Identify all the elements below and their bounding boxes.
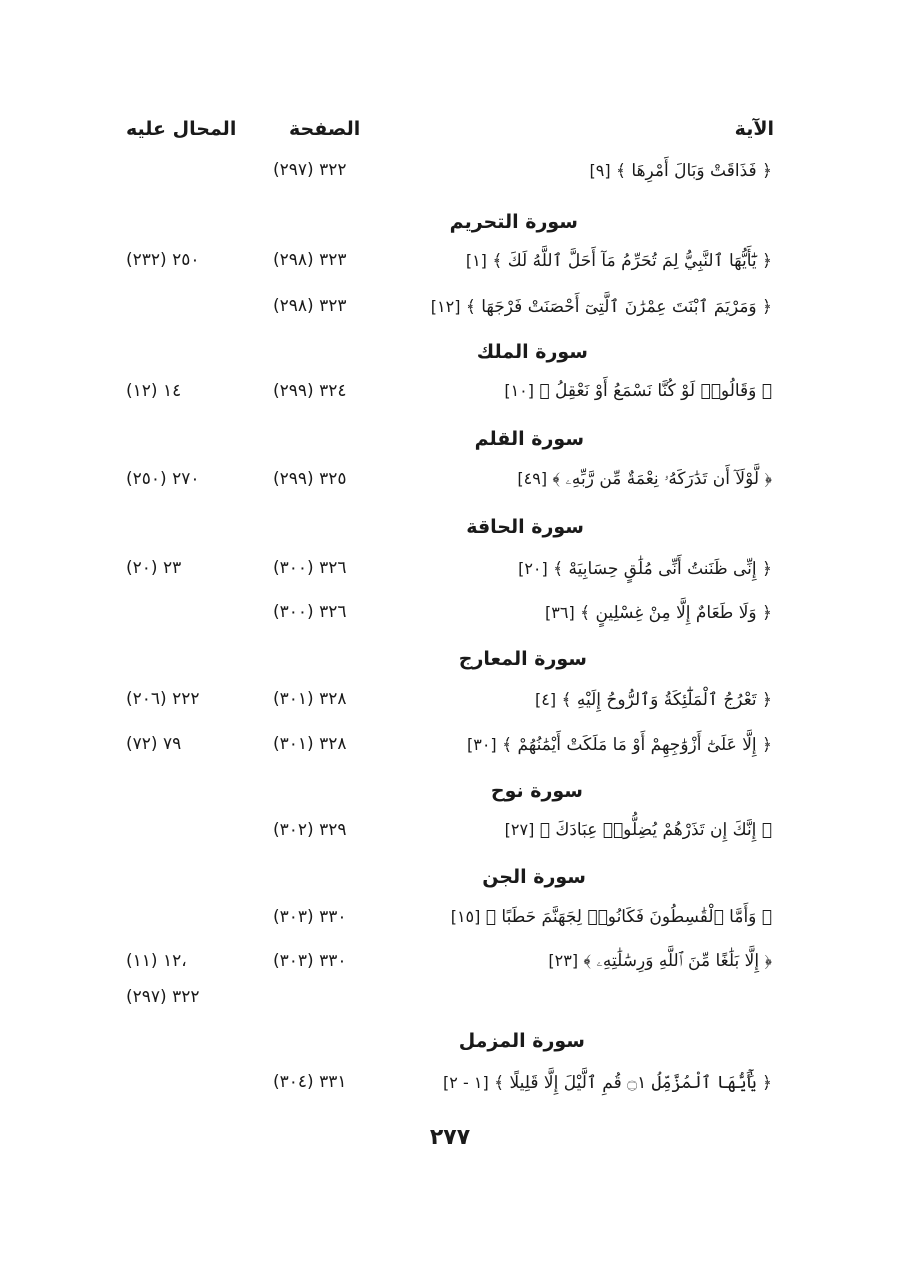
page-cell: ٣٢٦ (٣٠٠) <box>273 602 347 622</box>
verse-cell <box>466 250 772 271</box>
surah-title: سورة نوح <box>490 780 583 802</box>
surah-title: سورة المزمل <box>458 1030 585 1052</box>
verse-text: ﴿ يَٰٓأَيُّهَا ٱلنَّبِيُّ لِمَ تُحَرِّمُ مَآ أَحَلَّ ٱللَّهُ لَكَ ﴾ <box>492 251 772 271</box>
page-cell: ٣٢٥ (٢٩٩) <box>273 469 347 489</box>
surah-heading-row <box>0 1030 900 1070</box>
verse-number: [٤] <box>534 690 557 709</box>
table-row <box>0 907 900 947</box>
verse-cell <box>505 820 772 840</box>
verse-cell <box>443 1072 772 1093</box>
surah-title: سورة المعارج <box>458 648 587 670</box>
verse-text: ﴿ وَقَالُوا۟ لَوْ كُنَّا نَسْمَعُ أَوْ نَعْقِلُ ﴾ <box>539 381 772 401</box>
table-row <box>0 951 900 1007</box>
page-cell: ٣٢٤ (٢٩٩) <box>273 381 347 401</box>
surah-heading-row <box>0 211 900 251</box>
column-header-verse: الآية <box>734 118 774 140</box>
verse-cell <box>518 558 772 579</box>
verse-number: [١٠] <box>504 381 534 400</box>
verse-number: [٤٩] <box>517 469 548 488</box>
verse-number: [١٥] <box>450 907 481 926</box>
referenced-cell: ٧٩ (٧٢) <box>126 734 182 754</box>
referenced-cell: ٢٧٠ (٢٥٠) <box>126 469 200 489</box>
referenced-cell: ١٤ (١٢) <box>126 381 182 401</box>
verse-cell <box>431 296 772 317</box>
table-row <box>0 558 900 598</box>
verse-text: ﴿ إِلَّا بَلَٰغًا مِّنَ ٱللَّهِ وَرِسَٰلَٰتِهِۦ ﴾ <box>583 951 772 971</box>
table-row <box>0 820 900 860</box>
referenced-cell: ٢٢٢ (٢٠٦) <box>126 689 200 709</box>
verse-cell <box>451 907 772 927</box>
column-header-page: الصفحة <box>289 118 361 140</box>
table-row <box>0 689 900 729</box>
referenced-cell-continued: ٣٢٢ (٢٩٧) <box>126 987 200 1007</box>
surah-heading-row <box>0 866 900 906</box>
verse-cell <box>535 689 772 710</box>
page-cell: ٣٣٠ (٣٠٣) <box>273 951 347 971</box>
column-header-referenced: المحال عليه <box>126 118 237 140</box>
page-cell: ٣٢٩ (٣٠٢) <box>273 820 347 840</box>
verse-text: ﴿ وَمَرْيَمَ ٱبْنَتَ عِمْرَٰنَ ٱلَّتِىٓ أَحْصَنَتْ فَرْجَهَا ﴾ <box>465 297 772 317</box>
verse-cell <box>504 381 772 401</box>
table-row <box>0 250 900 290</box>
page-cell: ٣٣١ (٣٠٤) <box>273 1072 347 1092</box>
surah-heading-row <box>0 648 900 688</box>
table-row <box>0 1072 900 1112</box>
surah-heading-row <box>0 516 900 556</box>
verse-text: ﴿ إِنِّى ظَنَنتُ أَنِّى مُلَٰقٍ حِسَابِيَهْ ﴾ <box>553 559 772 579</box>
verse-text: ﴿ يَٰٓأَيُّهَا ٱلْمُزَّمِّلُ ۝١ قُمِ ٱلَّيْلَ إِلَّا قَلِيلًا ﴾ <box>494 1073 772 1093</box>
verse-text: ﴿ إِلَّا عَلَىٰٓ أَزْوَٰجِهِمْ أَوْ مَا مَلَكَتْ أَيْمَٰنُهُمْ ﴾ <box>502 735 772 755</box>
page-cell: ٣٢٣ (٢٩٨) <box>273 296 347 316</box>
table-row <box>0 160 900 200</box>
verse-number: [٢٣] <box>548 951 579 970</box>
page-cell: ٣٢٨ (٣٠١) <box>273 734 347 754</box>
table-row <box>0 469 900 509</box>
verse-cell <box>467 734 772 755</box>
verse-text: ﴿ إِنَّكَ إِن تَذَرْهُمْ يُضِلُّوا۟ عِبَادَكَ ﴾ <box>539 820 772 840</box>
verse-cell <box>517 469 772 489</box>
verse-text: ﴿ لَّوْلَآ أَن تَدَٰرَكَهُۥ نِعْمَةٌ مِّن رَّبِّهِۦ ﴾ <box>552 469 772 489</box>
surah-title: سورة الحاقة <box>466 516 584 538</box>
verse-number: [٣٠] <box>466 735 497 754</box>
surah-title: سورة الملك <box>476 341 588 363</box>
verse-number: [٢٧] <box>504 820 535 839</box>
verse-text: ﴿ وَأَمَّا ٱلْقَٰسِطُونَ فَكَانُوا۟ لِجَهَنَّمَ حَطَبًا ﴾ <box>485 907 772 927</box>
verse-number: [٢٠] <box>518 559 548 578</box>
page-cell: ٣٢٣ (٢٩٨) <box>273 250 347 270</box>
surah-heading-row <box>0 341 900 381</box>
verse-text: ﴿ وَلَا طَعَامٌ إِلَّا مِنْ غِسْلِينٍ ﴾ <box>580 603 772 623</box>
verse-number: [٩] <box>589 161 611 180</box>
surah-title: سورة التحريم <box>449 211 578 233</box>
page-cell: ٣٢٢ (٢٩٧) <box>273 160 347 180</box>
verse-number: [١ - ٢] <box>443 1073 489 1092</box>
table-row <box>0 602 900 642</box>
table-row <box>0 381 900 421</box>
verse-cell <box>545 602 772 623</box>
page-cell: ٣٣٠ (٣٠٣) <box>273 907 347 927</box>
verse-number: [٣٦] <box>545 603 575 622</box>
verse-text: ﴿ فَذَاقَتْ وَبَالَ أَمْرِهَا ﴾ <box>616 161 772 181</box>
verse-number: [١] <box>465 251 487 270</box>
referenced-cell: ٢٣ (٢٠) <box>126 558 182 578</box>
referenced-cell: ١٢ (١١)، <box>126 951 187 971</box>
table-row <box>0 734 900 774</box>
verse-text: ﴿ تَعْرُجُ ٱلْمَلَٰٓئِكَةُ وَٱلرُّوحُ إِلَيْهِ ﴾ <box>561 690 772 710</box>
table-row <box>0 296 900 336</box>
surah-title: سورة القلم <box>474 428 584 450</box>
surah-heading-row <box>0 780 900 820</box>
verse-number: [١٢] <box>430 297 461 316</box>
surah-heading-row <box>0 428 900 468</box>
page-cell: ٣٢٨ (٣٠١) <box>273 689 347 709</box>
page-cell: ٣٢٦ (٣٠٠) <box>273 558 347 578</box>
verse-cell <box>590 160 772 181</box>
surah-title: سورة الجن <box>482 866 586 888</box>
page-number: ٢٧٧ <box>429 1125 471 1150</box>
verse-cell <box>548 951 772 971</box>
referenced-cell: ٢٥٠ (٢٣٢) <box>126 250 200 270</box>
